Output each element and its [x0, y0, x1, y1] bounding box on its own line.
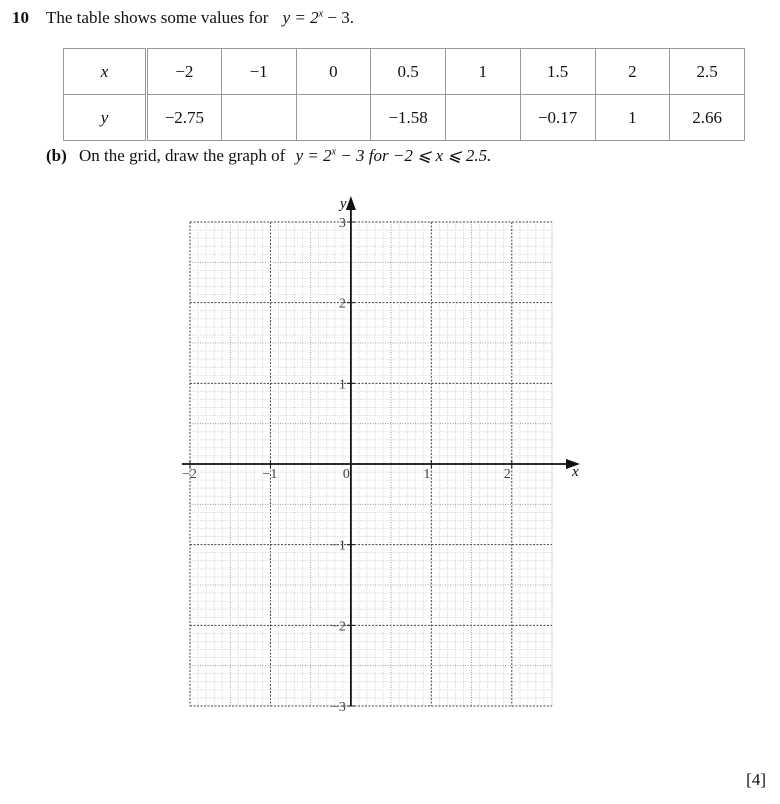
y-cell[interactable]: −2.75: [147, 95, 222, 141]
x-header: x: [64, 49, 147, 95]
x-cell: 0: [296, 49, 371, 95]
y-cell[interactable]: 2.66: [670, 95, 745, 141]
y-cell[interactable]: −1.58: [371, 95, 446, 141]
x-tick-label: 2: [503, 467, 511, 482]
y-tick-label: 1: [338, 377, 346, 393]
part-b-label: (b): [46, 146, 67, 165]
x-cell: −1: [221, 49, 296, 95]
part-b-eq-exponent: x: [331, 146, 337, 158]
y-tick-label: 2: [338, 296, 346, 312]
intro-text: The table shows some values for: [46, 8, 269, 27]
x-tick-label: −2: [182, 467, 197, 482]
x-cell: 1: [446, 49, 521, 95]
question-number: 10: [12, 8, 29, 27]
marks-label: [4]: [746, 770, 766, 789]
intro-eq-exponent: x: [318, 8, 324, 20]
x-cell: 0.5: [371, 49, 446, 95]
y-axis-label: y: [339, 196, 347, 212]
y-header: y: [64, 95, 147, 141]
y-cell[interactable]: −0.17: [520, 95, 595, 141]
y-axis-arrow: [346, 196, 356, 210]
x-cell: −2: [147, 49, 222, 95]
part-b-text: On the grid, draw the graph of: [79, 146, 286, 165]
x-tick-label: −1: [262, 467, 278, 482]
x-cell: 2.5: [670, 49, 745, 95]
y-cell[interactable]: 1: [595, 95, 670, 141]
x-tick-label: 0: [342, 467, 350, 482]
x-cell: 2: [595, 49, 670, 95]
y-tick-label: −3: [330, 700, 346, 715]
y-tick-label: 3: [338, 216, 346, 231]
part-b-eq-right: − 3 for −2 ⩽ x ⩽ 2.5.: [336, 146, 492, 165]
y-tick-label: −2: [330, 619, 346, 635]
x-cell: 1.5: [520, 49, 595, 95]
x-tick-label: 1: [423, 467, 431, 482]
y-tick-label: −1: [330, 538, 346, 554]
intro-eq-right: − 3.: [323, 8, 354, 27]
x-axis-label: x: [572, 464, 579, 480]
intro-eq-left: y = 2: [282, 8, 319, 27]
part-b-eq-left: y = 2: [295, 146, 332, 165]
